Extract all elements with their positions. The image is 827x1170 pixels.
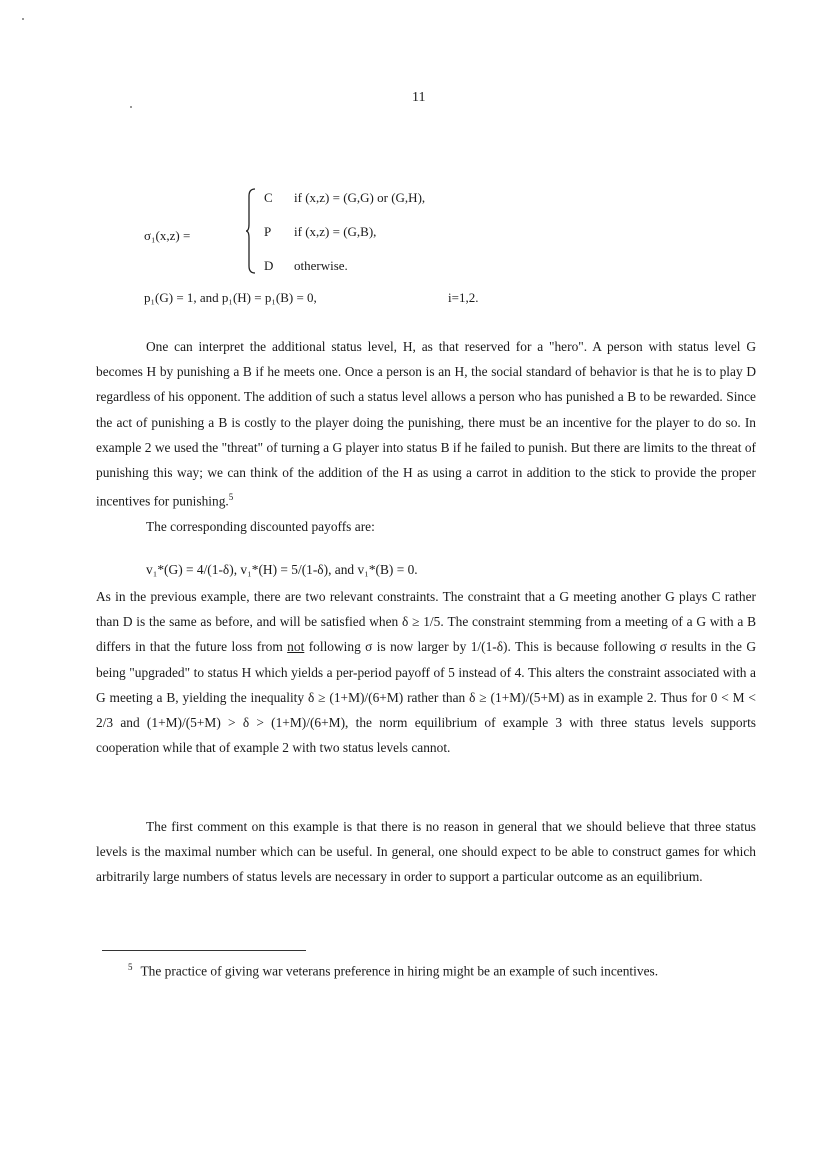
scan-speck [22, 18, 24, 20]
paragraph-constraints [96, 584, 756, 760]
footnote-divider [102, 950, 306, 951]
case-label: C [264, 190, 273, 205]
paragraph-hero-status [96, 334, 756, 539]
probability-line: p₁(G) = 1, and p₁(H) = p₁(B) = 0, [144, 290, 317, 305]
case-condition: if (x,z) = (G,G) or (G,H), [294, 190, 426, 205]
paragraph-first-comment [96, 814, 756, 890]
left-brace-icon [246, 188, 256, 274]
case-condition: otherwise. [294, 258, 348, 273]
player-index: i=1,2. [448, 290, 479, 305]
footnote-text: The practice of giving war veterans preference in hiring might be an example of such incentives. [140, 963, 659, 979]
scan-speck [130, 106, 132, 108]
paragraph-text: One can interpret the additional status level, H, as that reserved for a "hero". A person with status level G becomes H by punishing a B if he meets one. Once a person is an H, the social standard of behavior is that he is to play D regardless of his opponent. The addition of such a status level allows a person who has punished a B to be rewarded. Since the act of punishing a B is costly to the player doing the punishing, there must be an incentive for the player to do so. In example 2 we used the "threat" of turning a G player into status B if he failed to punish. But there are limits to the threat of punishing this way; we can think of the addition of the H as using a carrot in addition to the stick to provide the proper incentives for punishing. [96, 339, 756, 509]
equation-case [264, 224, 376, 240]
case-condition: if (x,z) = (G,B), [294, 224, 377, 239]
equation-case [264, 190, 425, 206]
case-label: D [264, 258, 274, 273]
footnote-ref: 5 [228, 492, 234, 503]
footnote-marker: 5 [128, 962, 133, 972]
equation-case [264, 258, 348, 274]
footnote [128, 962, 658, 979]
underlined-word: not [287, 639, 305, 655]
equation-lhs: σ₁(x,z) = [144, 228, 191, 243]
page-number: 11 [412, 90, 426, 105]
payoff-equation: v₁*(G) = 4/(1-δ), v₁*(H) = 5/(1-δ), and v₁*(B) = 0. [146, 562, 418, 577]
paragraph-text: As in the previous example, there are two relevant constraints. The constraint that a G meeting another G plays C rather than D is the same as before, and will be satisfied when δ ≥ 1/5. The constraint stemming from a meeting of a G with a B differs in that the future loss from [96, 589, 756, 655]
paragraph-text: following σ is now larger by 1/(1-δ). This is because following σ results in the G being "upgraded" to status H which yields a per-period payoff of 5 instead of 4. This alters the constraint associated with a G meeting a B, yielding the inequality δ ≥ (1+M)/(6+M) rather than δ ≥ (1+M)/(5+M) as in example 2. Thus for 0 < M < 2/3 and (1+M)/(5+M) > δ > (1+M)/(6+M), the norm equilibrium of example 3 with three status levels supports cooperation while that of example 2 with two status levels cannot. [96, 639, 756, 756]
case-label: P [264, 224, 272, 239]
payoffs-intro: The corresponding discounted payoffs are: [146, 518, 375, 534]
paragraph-text: The first comment on this example is that there is no reason in general that we should believe that three status levels is the maximal number which can be useful. In general, one should expect to be able to construct games for which arbitrarily large numbers of status levels are necessary in order to support a particular outcome as an equilibrium. [96, 819, 756, 885]
